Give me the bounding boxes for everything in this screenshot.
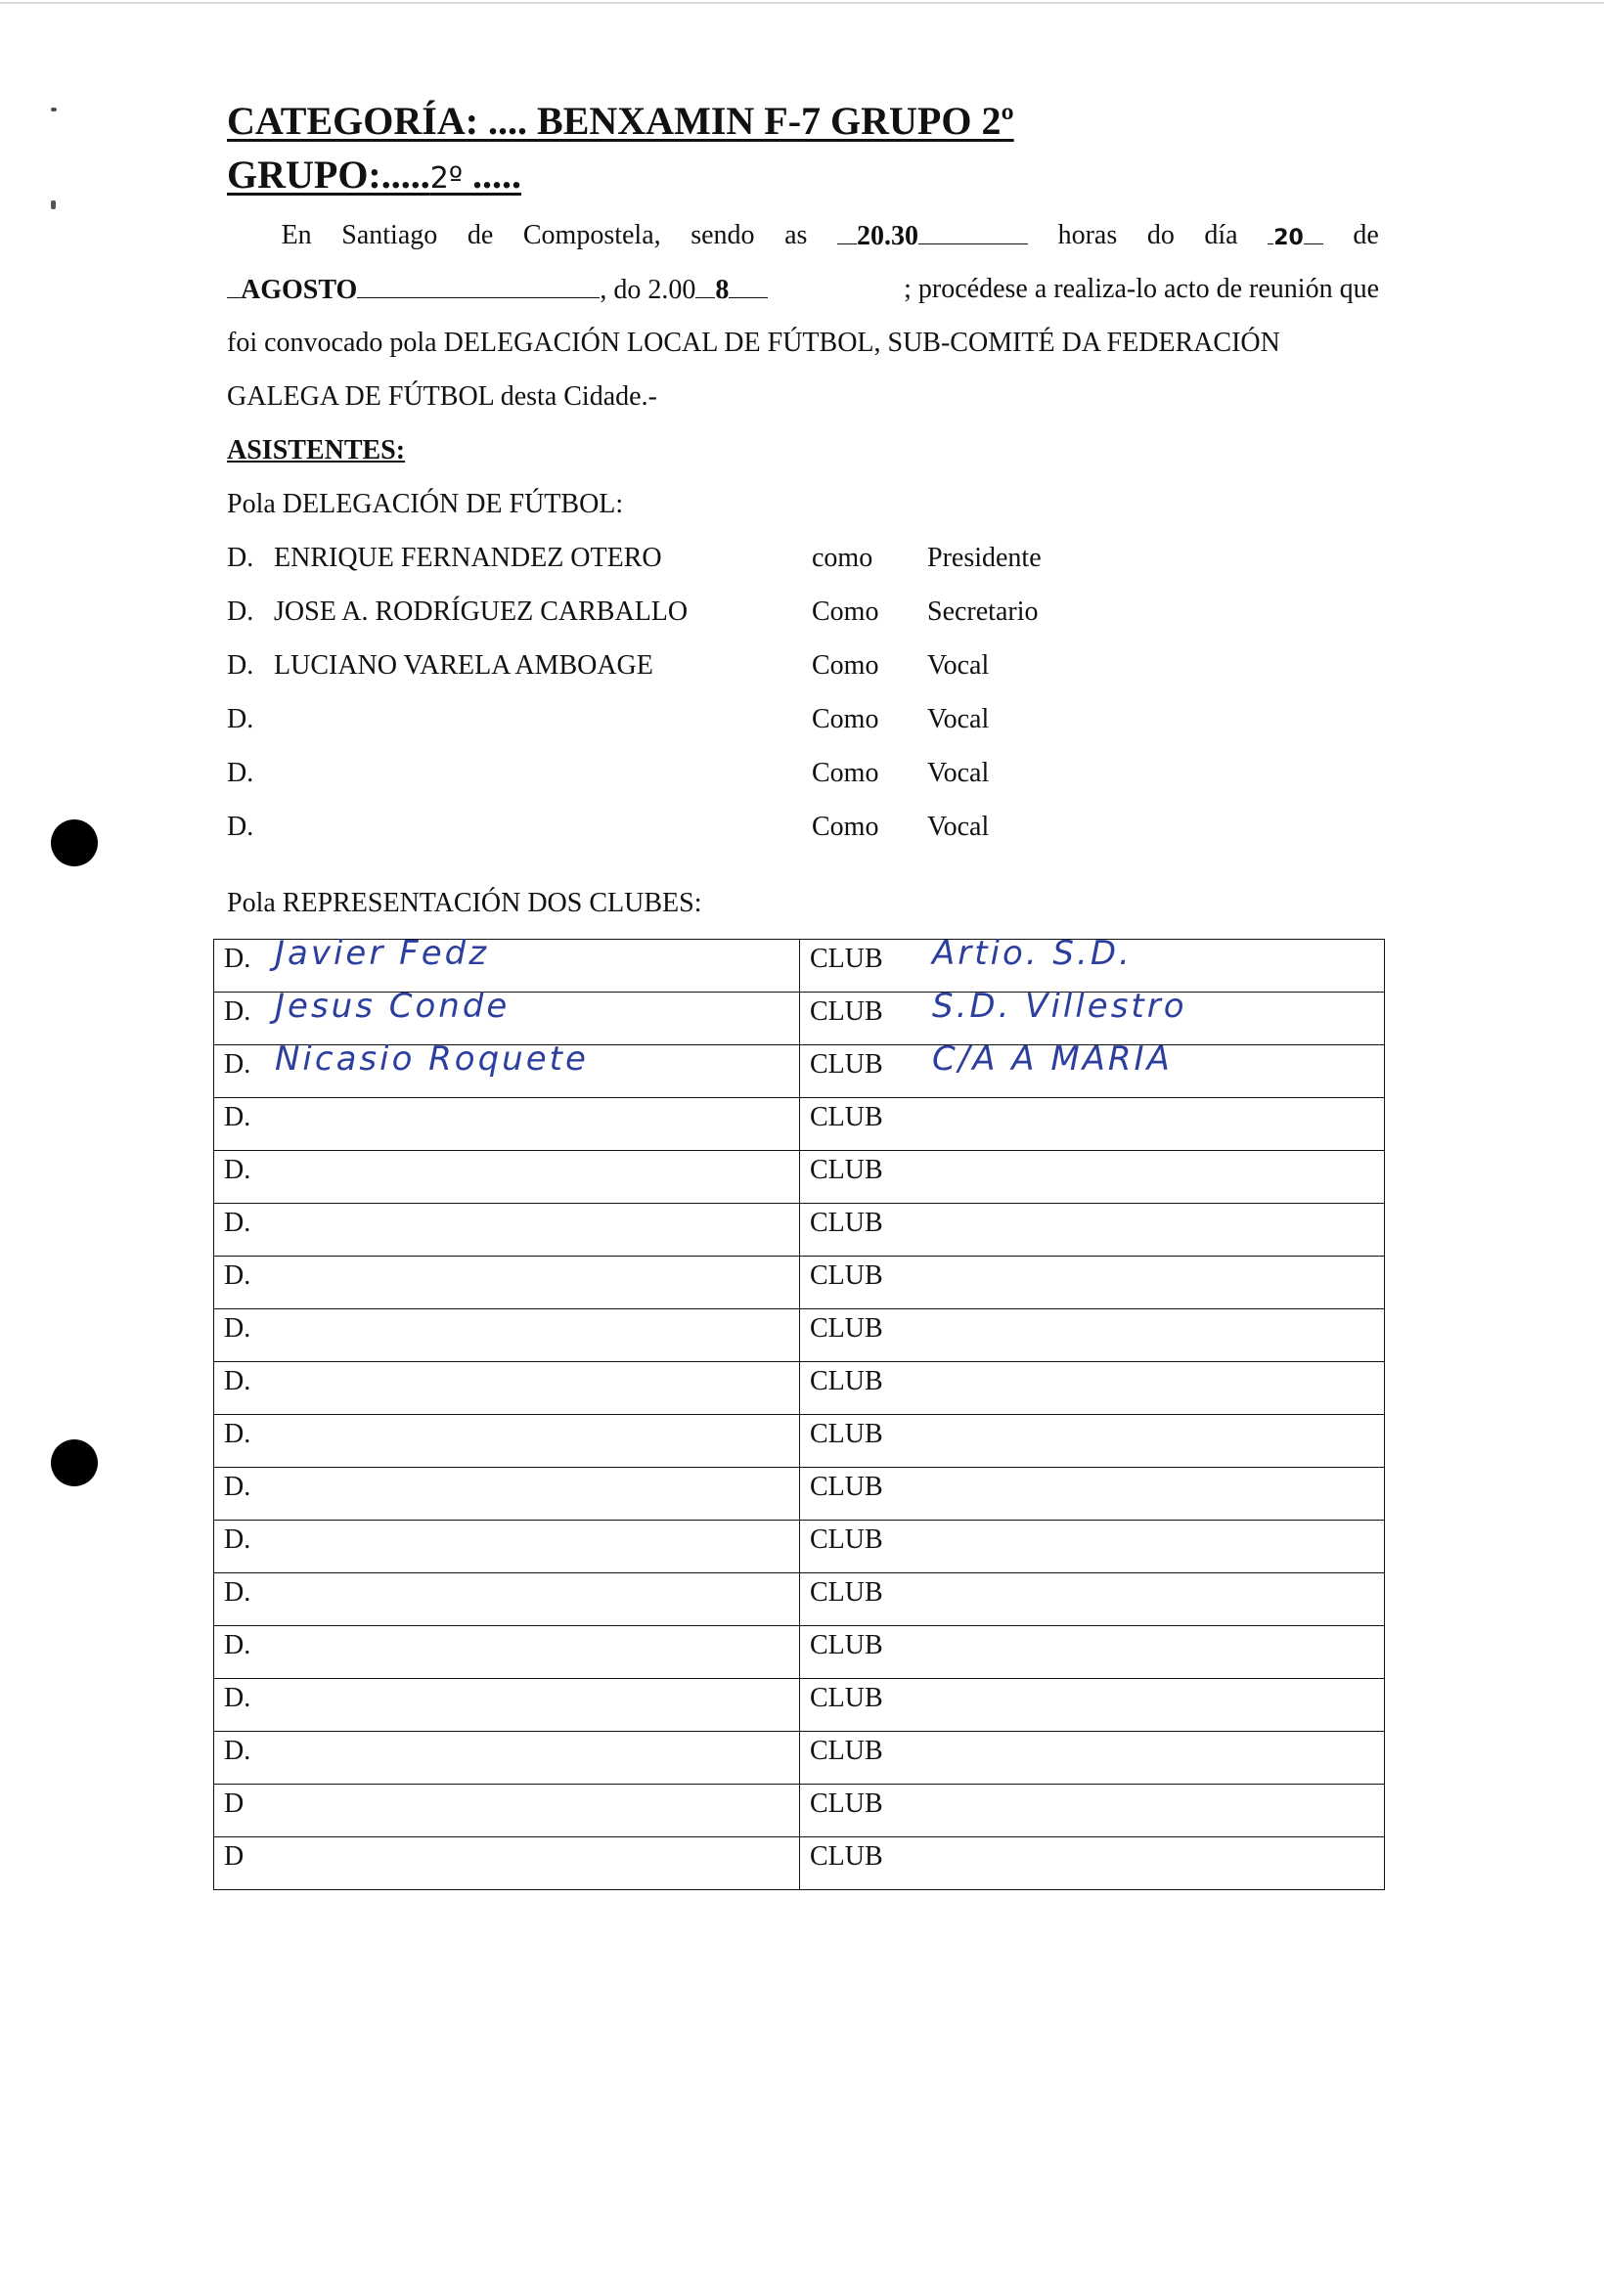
club-cell	[800, 1785, 1385, 1837]
asistente-como: Como	[812, 704, 879, 734]
delegate-cell	[214, 1204, 800, 1257]
intro-line-1: En Santiago de Compostela, sendo as 20.30 horas do día 20 de	[281, 220, 1379, 251]
intro-paragraph	[227, 220, 1379, 425]
asistente-title: D.	[227, 596, 254, 627]
club-name-handwritten: C/A A MARIA	[932, 1039, 1173, 1079]
asistente-role: Secretario	[927, 596, 1039, 627]
delegate-cell	[214, 1732, 800, 1785]
club-label: CLUB	[810, 1788, 883, 1819]
delegate-label: D.	[224, 996, 251, 1027]
scan-speck	[51, 108, 57, 111]
table-row	[214, 993, 1385, 1045]
punch-hole	[51, 1439, 98, 1486]
delegate-label: D.	[224, 1260, 251, 1291]
delegate-cell	[214, 1468, 800, 1521]
asistente-title: D.	[227, 650, 254, 681]
asistente-row	[227, 543, 1107, 582]
asistente-role: Vocal	[927, 812, 990, 842]
grupo-handwritten: 2º	[429, 161, 463, 196]
delegate-label: D.	[224, 1683, 251, 1713]
delegate-cell	[214, 1626, 800, 1679]
asistentes-heading: ASISTENTES:	[227, 435, 406, 465]
asistente-title: D.	[227, 758, 254, 788]
delegate-cell	[214, 1362, 800, 1415]
asistente-role: Presidente	[927, 543, 1042, 573]
table-row	[214, 1626, 1385, 1679]
club-cell	[800, 987, 1385, 1045]
table-row	[214, 1468, 1385, 1521]
scan-speck	[51, 200, 56, 209]
delegate-cell	[214, 1521, 800, 1573]
delegate-label: D.	[224, 1736, 251, 1766]
club-cell	[800, 1151, 1385, 1204]
asistente-como: como	[812, 543, 873, 573]
delegacion-label: Pola DELEGACIÓN DE FÚTBOL:	[227, 489, 624, 519]
asistente-role: Vocal	[927, 758, 990, 788]
delegate-label: D	[224, 1841, 245, 1872]
club-label: CLUB	[810, 996, 883, 1027]
delegate-label: D	[224, 1788, 245, 1819]
delegate-cell	[214, 1039, 800, 1098]
club-label: CLUB	[810, 1736, 883, 1766]
delegate-cell	[214, 1309, 800, 1362]
club-label: CLUB	[810, 1630, 883, 1660]
table-row	[214, 1204, 1385, 1257]
club-label: CLUB	[810, 944, 883, 974]
delegate-label: D.	[224, 944, 251, 974]
delegate-label: D.	[224, 1102, 251, 1132]
club-cell	[800, 934, 1385, 993]
delegate-label: D.	[224, 1419, 251, 1449]
asistente-name: ENRIQUE FERNANDEZ OTERO	[274, 543, 662, 573]
club-label: CLUB	[810, 1841, 883, 1872]
club-cell	[800, 1679, 1385, 1732]
club-cell	[800, 1626, 1385, 1679]
delegate-cell	[214, 1679, 800, 1732]
delegate-label: D.	[224, 1049, 251, 1080]
grupo-title: GRUPO:.....2º .....	[227, 153, 521, 197]
table-row	[214, 1045, 1385, 1098]
table-row	[214, 1257, 1385, 1309]
asistente-title: D.	[227, 543, 254, 573]
table-row	[214, 1573, 1385, 1626]
table-row	[214, 1309, 1385, 1362]
table-row	[214, 1732, 1385, 1785]
delegate-cell	[214, 1837, 800, 1890]
delegate-signature: Javier Fedz	[275, 934, 490, 973]
club-cell	[800, 1039, 1385, 1098]
delegate-cell	[214, 1785, 800, 1837]
category-title: CATEGORÍA: .... BENXAMIN F-7 GRUPO 2º	[227, 99, 1014, 143]
club-cell	[800, 1521, 1385, 1573]
asistente-name: LUCIANO VARELA AMBOAGE	[274, 650, 653, 681]
club-label: CLUB	[810, 1155, 883, 1185]
asistente-row	[227, 758, 1107, 797]
scan-edge	[0, 2, 1604, 4]
table-row	[214, 1785, 1385, 1837]
delegate-label: D.	[224, 1208, 251, 1238]
club-cell	[800, 1837, 1385, 1890]
club-name-handwritten: S.D. Villestro	[932, 987, 1187, 1026]
intro-line-3: foi convocado pola DELEGACIÓN LOCAL DE FÚTBOL, SUB-COMITÉ DA FEDERACIÓN	[227, 328, 1280, 358]
asistente-row	[227, 596, 1107, 636]
club-cell	[800, 1204, 1385, 1257]
club-label: CLUB	[810, 1683, 883, 1713]
intro-line-4: GALEGA DE FÚTBOL desta Cidade.-	[227, 381, 657, 412]
delegate-label: D.	[224, 1155, 251, 1185]
table-row	[214, 1521, 1385, 1573]
club-label: CLUB	[810, 1419, 883, 1449]
asistente-row	[227, 650, 1107, 689]
delegate-cell	[214, 1573, 800, 1626]
table-row	[214, 1098, 1385, 1151]
asistente-title: D.	[227, 812, 254, 842]
club-label: CLUB	[810, 1472, 883, 1502]
delegate-signature: Nicasio Roquete	[275, 1039, 589, 1079]
delegate-label: D.	[224, 1577, 251, 1608]
table-row	[214, 1362, 1385, 1415]
club-cell	[800, 1362, 1385, 1415]
delegate-cell	[214, 1151, 800, 1204]
table-row	[214, 1679, 1385, 1732]
clubes-label: Pola REPRESENTACIÓN DOS CLUBES:	[227, 888, 702, 918]
punch-hole	[51, 819, 98, 866]
asistente-role: Vocal	[927, 650, 990, 681]
asistente-row	[227, 704, 1107, 743]
club-cell	[800, 1098, 1385, 1151]
delegate-label: D.	[224, 1630, 251, 1660]
table-row	[214, 940, 1385, 993]
table-row	[214, 1151, 1385, 1204]
delegate-label: D.	[224, 1472, 251, 1502]
club-cell	[800, 1468, 1385, 1521]
club-cell	[800, 1732, 1385, 1785]
club-label: CLUB	[810, 1577, 883, 1608]
club-label: CLUB	[810, 1524, 883, 1555]
club-cell	[800, 1309, 1385, 1362]
club-label: CLUB	[810, 1366, 883, 1396]
club-cell	[800, 1415, 1385, 1468]
club-label: CLUB	[810, 1208, 883, 1238]
mes-value: AGOSTO	[241, 275, 358, 305]
dia-value: 20	[1273, 226, 1304, 250]
delegate-label: D.	[224, 1313, 251, 1344]
club-name-handwritten: Artio. S.D.	[932, 934, 1133, 973]
asistente-title: D.	[227, 704, 254, 734]
club-label: CLUB	[810, 1313, 883, 1344]
delegate-label: D.	[224, 1366, 251, 1396]
asistente-como: Como	[812, 596, 879, 627]
asistente-name: JOSE A. RODRÍGUEZ CARBALLO	[274, 596, 689, 627]
club-label: CLUB	[810, 1102, 883, 1132]
table-row	[214, 1415, 1385, 1468]
delegate-signature: Jesus Conde	[275, 987, 511, 1026]
club-label: CLUB	[810, 1260, 883, 1291]
club-label: CLUB	[810, 1049, 883, 1080]
delegate-cell	[214, 1257, 800, 1309]
ano-value: 8	[715, 275, 730, 305]
hora-value: 20.30	[857, 221, 919, 251]
club-cell	[800, 1573, 1385, 1626]
asistente-como: Como	[812, 812, 879, 842]
intro-line-2: AGOSTO , do 2.00 8 ; procédese a realiza-lo acto de reunión que	[227, 274, 1379, 306]
delegate-cell	[214, 987, 800, 1045]
delegate-cell	[214, 1415, 800, 1468]
table-row	[214, 1837, 1385, 1890]
delegate-cell	[214, 934, 800, 993]
clubs-table	[213, 934, 1385, 1890]
delegate-cell	[214, 1098, 800, 1151]
asistente-como: Como	[812, 758, 879, 788]
asistente-role: Vocal	[927, 704, 990, 734]
asistente-como: Como	[812, 650, 879, 681]
club-cell	[800, 1257, 1385, 1309]
asistente-row	[227, 812, 1107, 851]
delegate-label: D.	[224, 1524, 251, 1555]
